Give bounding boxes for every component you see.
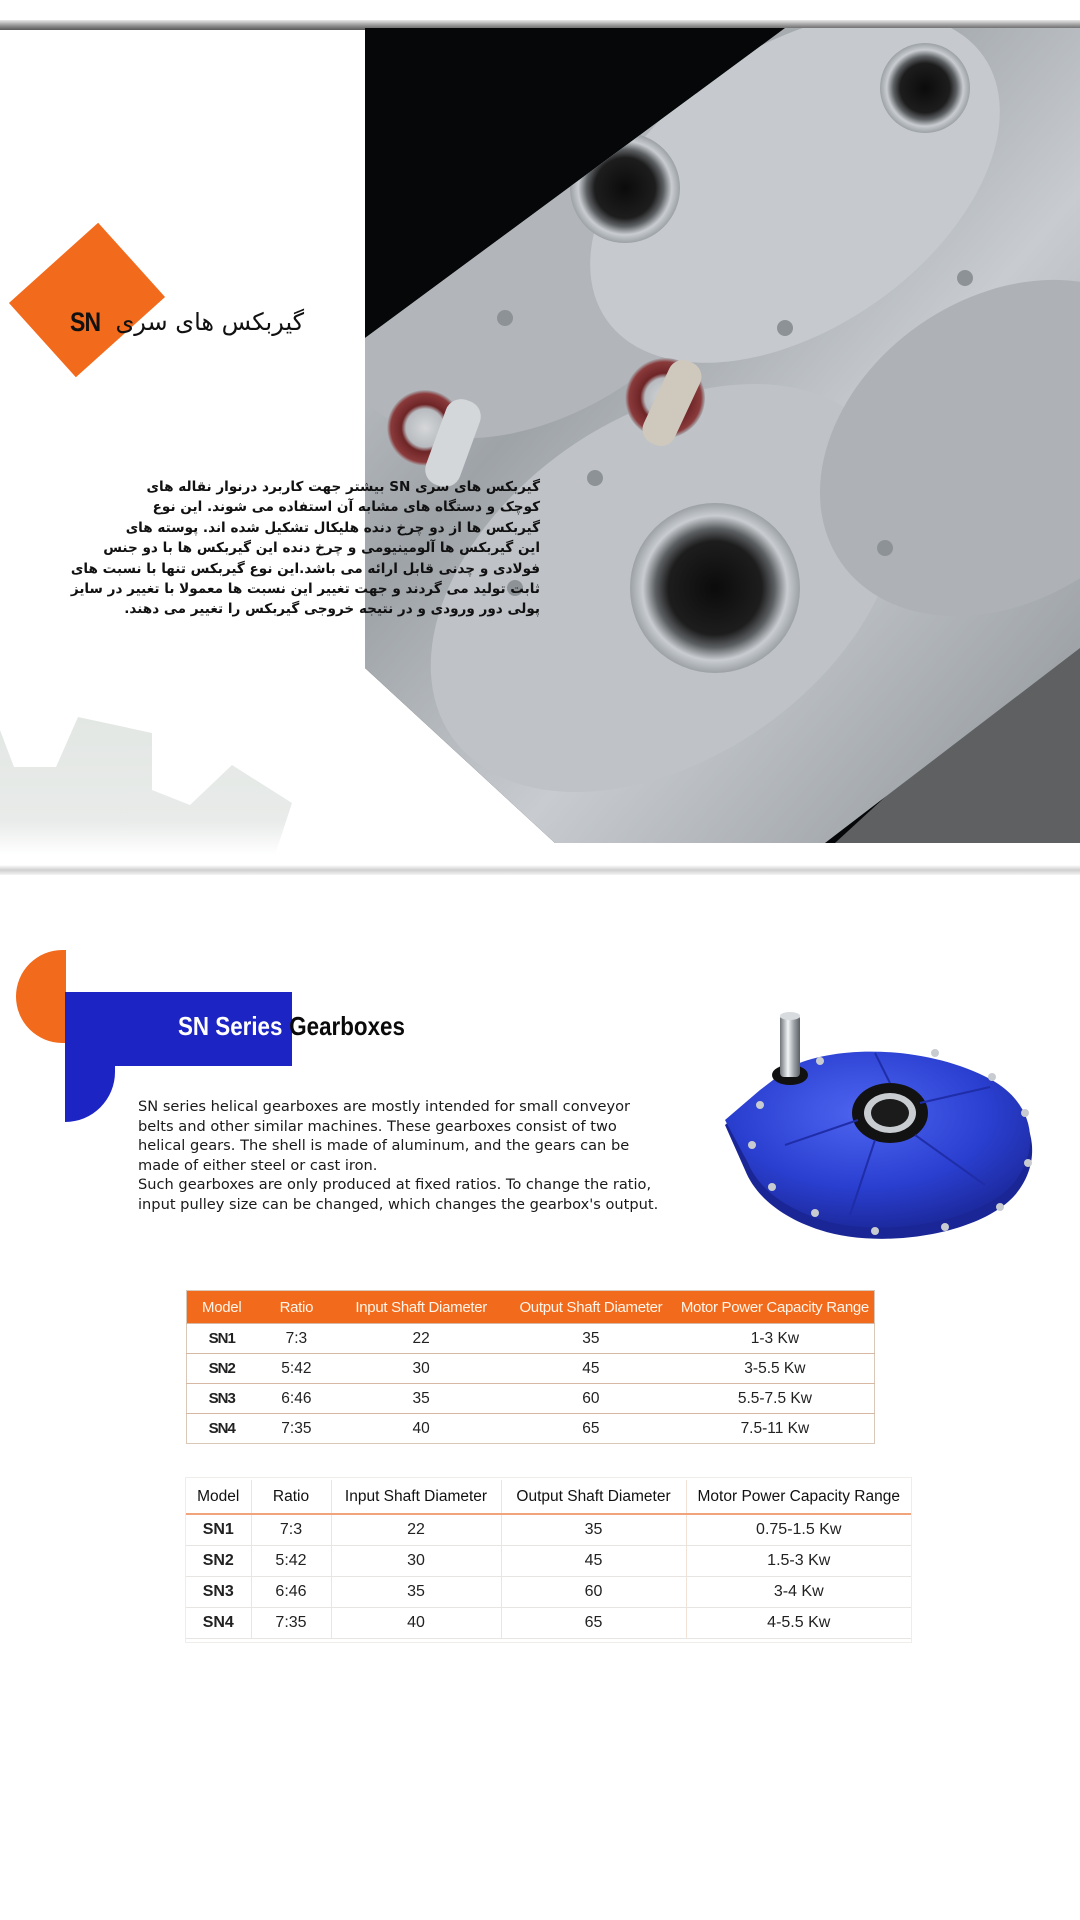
cell-input: 35 <box>331 1577 501 1608</box>
cell-output: 65 <box>506 1414 676 1444</box>
blue-side-strip <box>65 1066 115 1122</box>
en-line: made of either steel or cast iron. <box>138 1156 378 1174</box>
fa-line: گیربکس های سری SN بیشتر جهت کاربرد درنوار نقاله های <box>146 479 540 495</box>
cell-output: 60 <box>501 1577 686 1608</box>
cell-power: 1-3 Kw <box>676 1324 875 1354</box>
cell-input: 22 <box>331 1514 501 1546</box>
cell-power: 3-5.5 Kw <box>676 1354 875 1384</box>
title-fa-text: گیربکس های سری <box>115 308 305 336</box>
table-row <box>186 1608 911 1639</box>
fa-line: این گیربکس ها آلومینیومی و چرخ دنده این گیربکس ها با دو جنس <box>103 540 540 557</box>
header-output-shaft: Output Shaft Diameter <box>501 1480 686 1514</box>
cell-ratio: 7:3 <box>251 1514 331 1546</box>
cell-output: 45 <box>501 1546 686 1577</box>
fa-line: فولادی و چدنی قابل ارائه می باشد.این نوع گیربکس تنها با نسبت های <box>70 560 540 577</box>
cell-output: 65 <box>501 1608 686 1639</box>
specs-table-1 <box>186 1290 875 1444</box>
cell-ratio: 7:35 <box>256 1414 336 1444</box>
english-title <box>178 1011 405 1051</box>
fa-line: گیربکس ها از دو چرخ دنده هلیکال تشکیل شده اند. پوسته های <box>125 519 540 536</box>
title-rest: Gearboxes <box>289 1011 405 1041</box>
cell-output: 35 <box>506 1324 676 1354</box>
cell-ratio: 5:42 <box>251 1546 331 1577</box>
gearbox-photo-panel <box>365 28 1080 843</box>
table-row <box>187 1384 875 1414</box>
english-description <box>138 1097 658 1215</box>
cell-model: SN4 <box>187 1414 257 1444</box>
cell-ratio: 7:3 <box>256 1324 336 1354</box>
cell-model: SN2 <box>187 1354 257 1384</box>
cell-input: 22 <box>336 1324 506 1354</box>
header-motor-power: Motor Power Capacity Range <box>676 1291 875 1324</box>
fa-line: پولی دور ورودی و در نتیجه خروجی گیربکس را تغییر می دهند. <box>124 601 540 618</box>
table-row <box>187 1354 875 1384</box>
gearbox-photo-icon <box>365 28 1080 843</box>
table-row <box>186 1577 911 1608</box>
table-header-row <box>187 1291 875 1324</box>
cell-power: 4-5.5 Kw <box>686 1608 911 1639</box>
orange-half-circle <box>16 950 66 1043</box>
cell-model: SN1 <box>186 1514 251 1546</box>
header-ratio: Ratio <box>251 1480 331 1514</box>
cell-ratio: 6:46 <box>256 1384 336 1414</box>
persian-title <box>70 300 320 344</box>
cell-input: 40 <box>331 1608 501 1639</box>
cell-power: 1.5-3 Kw <box>686 1546 911 1577</box>
en-line: belts and other similar machines. These gearboxes consist of two <box>138 1117 617 1135</box>
cell-output: 60 <box>506 1384 676 1414</box>
title-highlight: SN Series <box>178 1011 283 1041</box>
cell-output: 35 <box>501 1514 686 1546</box>
cell-input: 30 <box>336 1354 506 1384</box>
table-row <box>187 1414 875 1444</box>
table-header-row <box>186 1480 911 1514</box>
en-line: helical gears. The shell is made of aluminum, and the gears can be <box>138 1137 630 1155</box>
en-line: Such gearboxes are only produced at fixed ratios. To change the ratio, <box>138 1176 652 1194</box>
header-model: Model <box>187 1291 257 1324</box>
cell-output: 45 <box>506 1354 676 1384</box>
specs-table-2 <box>186 1480 911 1639</box>
en-line: input pulley size can be changed, which changes the gearbox's output. <box>138 1195 659 1213</box>
blue-gearbox-icon <box>700 995 1050 1250</box>
cell-ratio: 6:46 <box>251 1577 331 1608</box>
gear-silhouette-icon <box>0 695 300 855</box>
cell-ratio: 7:35 <box>251 1608 331 1639</box>
cell-model: SN2 <box>186 1546 251 1577</box>
header-input-shaft: Input Shaft Diameter <box>331 1480 501 1514</box>
table-row <box>186 1546 911 1577</box>
cell-power: 5.5-7.5 Kw <box>676 1384 875 1414</box>
cell-power: 3-4 Kw <box>686 1577 911 1608</box>
header-motor-power: Motor Power Capacity Range <box>686 1480 911 1514</box>
table-row <box>187 1324 875 1354</box>
cell-model: SN3 <box>187 1384 257 1414</box>
header-ratio: Ratio <box>256 1291 336 1324</box>
fa-line: ثابت تولید می گردند و جهت تغییر این نسبت ها معمولا با تغییر در سایز <box>70 581 540 598</box>
cell-ratio: 5:42 <box>256 1354 336 1384</box>
title-sn: SN <box>70 306 101 337</box>
header-model: Model <box>186 1480 251 1514</box>
cell-power: 7.5-11 Kw <box>676 1414 875 1444</box>
cell-model: SN3 <box>186 1577 251 1608</box>
cell-model: SN4 <box>186 1608 251 1639</box>
section-divider <box>0 865 1080 875</box>
cell-input: 30 <box>331 1546 501 1577</box>
cell-power: 0.75-1.5 Kw <box>686 1514 911 1546</box>
cell-model: SN1 <box>187 1324 257 1354</box>
cell-input: 40 <box>336 1414 506 1444</box>
cell-input: 35 <box>336 1384 506 1414</box>
fa-line: کوچک و دستگاه های مشابه آن استفاده می شوند. این نوع <box>152 499 540 516</box>
table-row <box>186 1514 911 1546</box>
en-line: SN series helical gearboxes are mostly intended for small conveyor <box>138 1098 631 1115</box>
header-input-shaft: Input Shaft Diameter <box>336 1291 506 1324</box>
header-output-shaft: Output Shaft Diameter <box>506 1291 676 1324</box>
persian-description <box>70 477 540 620</box>
